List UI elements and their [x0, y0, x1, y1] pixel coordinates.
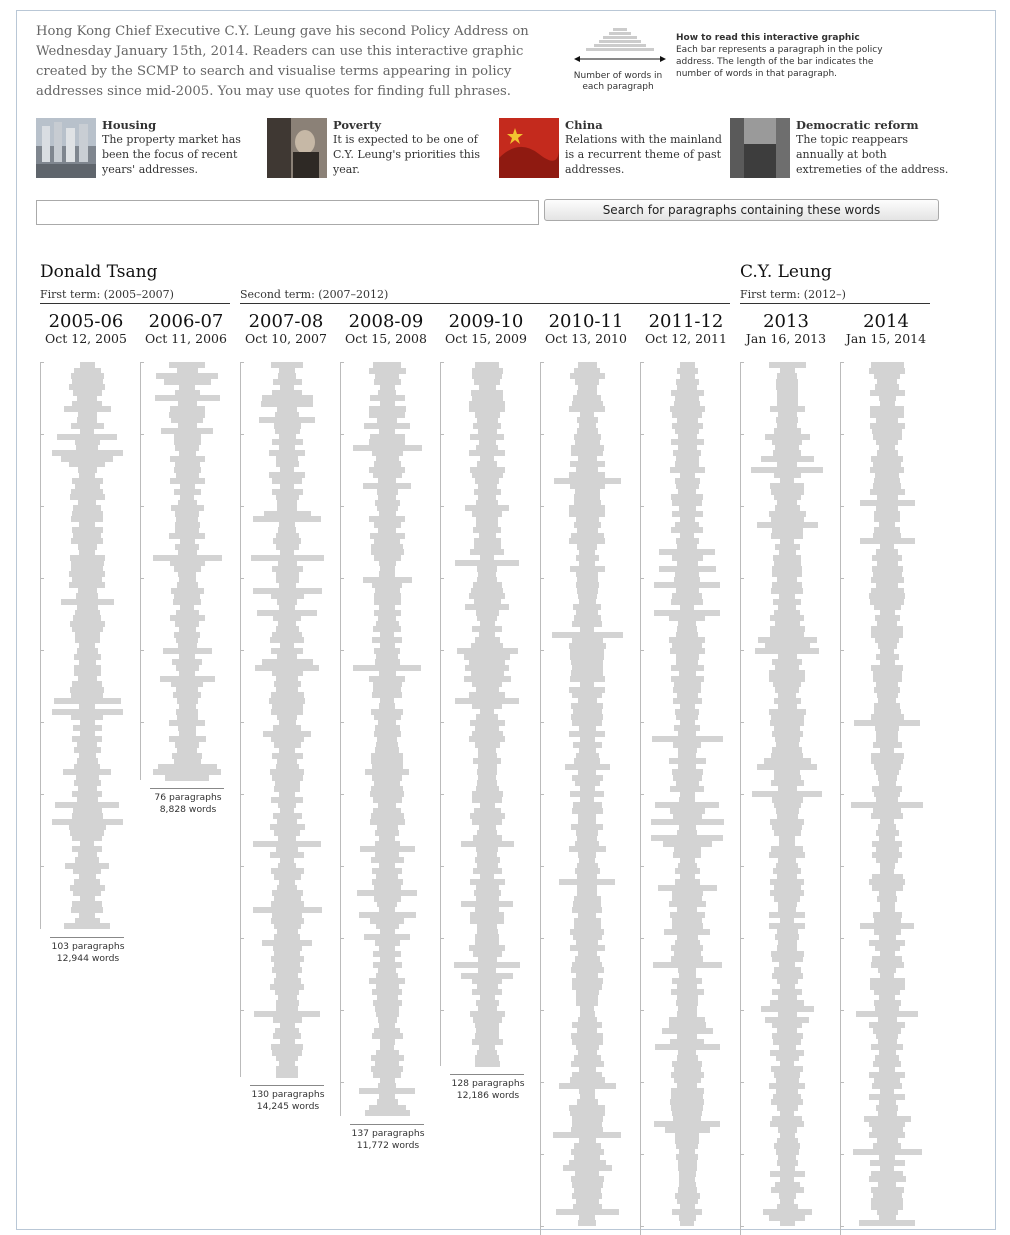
address-summary [40, 941, 136, 965]
address-year: 2014 [863, 311, 909, 332]
column-tick [840, 938, 844, 939]
democratic-reform-thumbnail [730, 118, 790, 178]
address-header [136, 312, 236, 346]
summary-rule [350, 1124, 424, 1125]
column-tick [340, 866, 344, 867]
column-tick [540, 1082, 544, 1083]
address-header [336, 312, 436, 346]
word-count: 14,245 words [256, 1101, 320, 1112]
column-bracket [440, 362, 441, 1066]
column-tick [140, 506, 144, 507]
paragraph-bar[interactable] [276, 1072, 298, 1078]
column-bracket [140, 362, 141, 780]
column-tick [40, 506, 44, 507]
address-date: Oct 12, 2005 [45, 331, 127, 346]
column-tick [740, 578, 744, 579]
column-tick [840, 362, 844, 363]
column-tick [40, 578, 44, 579]
address-summary [240, 1089, 336, 1113]
address-header [836, 312, 936, 346]
column-tick [640, 794, 644, 795]
topic-name: Housing [102, 118, 157, 132]
address-header [536, 312, 636, 346]
column-tick [140, 434, 144, 435]
column-tick [240, 938, 244, 939]
leader-name-tsang: Donald Tsang [40, 262, 158, 282]
paragraph-count: 137 paragraphs [351, 1127, 425, 1139]
column-tick [240, 866, 244, 867]
column-tick [40, 794, 44, 795]
column-tick [640, 722, 644, 723]
address-summary [340, 1128, 436, 1152]
column-bracket [840, 362, 841, 1235]
column-tick [340, 434, 344, 435]
column-tick [340, 506, 344, 507]
topic-name: Poverty [333, 118, 382, 132]
column-tick [440, 794, 444, 795]
column-tick [440, 1010, 444, 1011]
column-tick [340, 362, 344, 363]
term-rule [40, 303, 230, 304]
column-tick [140, 650, 144, 651]
address-date: Oct 13, 2010 [545, 331, 627, 346]
column-tick [340, 1010, 344, 1011]
column-tick [440, 722, 444, 723]
paragraph-count: 103 paragraphs [51, 940, 125, 952]
column-tick [540, 434, 544, 435]
address-header [436, 312, 536, 346]
address-date: Oct 10, 2007 [245, 331, 327, 346]
term-rule [740, 303, 930, 304]
column-tick [640, 1154, 644, 1155]
column-tick [640, 506, 644, 507]
address-date: Jan 16, 2013 [745, 331, 827, 346]
topic-name: China [565, 118, 603, 132]
topic-democratic-reform[interactable] [730, 118, 960, 180]
column-tick [540, 650, 544, 651]
summary-rule [50, 937, 124, 938]
address-summary [140, 792, 236, 816]
column-tick [540, 362, 544, 363]
column-tick [840, 506, 844, 507]
graphic-frame [16, 10, 996, 1230]
column-tick [840, 722, 844, 723]
column-tick [40, 434, 44, 435]
paragraph-bar[interactable] [64, 923, 110, 929]
column-bracket [340, 362, 341, 1116]
word-count: 12,186 words [456, 1090, 520, 1101]
paragraph-bar[interactable] [578, 1220, 596, 1226]
paragraph-bar[interactable] [859, 1220, 915, 1226]
how-to-read-text [676, 32, 906, 80]
column-tick [740, 938, 744, 939]
paragraph-bar[interactable] [680, 1220, 694, 1226]
topic-description: The property market has been the focus of recent years' addresses. [102, 133, 241, 176]
column-tick [240, 434, 244, 435]
how-to-read-caption: Number of words in each paragraph [573, 71, 663, 92]
column-tick [740, 506, 744, 507]
housing-thumbnail [36, 118, 96, 178]
column-tick [340, 650, 344, 651]
column-tick [540, 1154, 544, 1155]
topic-name: Democratic reform [796, 118, 919, 132]
column-tick [740, 866, 744, 867]
column-tick [540, 722, 544, 723]
column-tick [640, 1082, 644, 1083]
column-tick [640, 866, 644, 867]
column-tick [440, 506, 444, 507]
address-date: Oct 12, 2011 [645, 331, 727, 346]
word-count: 11,772 words [356, 1139, 420, 1151]
address-date: Oct 15, 2009 [445, 331, 527, 346]
paragraph-bar[interactable] [365, 1110, 410, 1116]
column-tick [340, 722, 344, 723]
column-tick [640, 578, 644, 579]
column-tick [540, 938, 544, 939]
term-label: Second term: (2007–2012) [240, 288, 389, 301]
word-count: 8,828 words [159, 804, 217, 815]
column-tick [240, 362, 244, 363]
column-tick [640, 650, 644, 651]
address-date: Jan 15, 2014 [845, 331, 927, 346]
column-tick [240, 794, 244, 795]
column-tick [340, 1082, 344, 1083]
column-tick [540, 578, 544, 579]
column-tick [540, 794, 544, 795]
column-tick [640, 434, 644, 435]
address-year: 2005-06 [48, 311, 124, 332]
column-bracket [540, 362, 541, 1235]
column-tick [40, 362, 44, 363]
address-year: 2013 [763, 311, 809, 332]
topic-poverty[interactable] [267, 118, 487, 180]
column-bracket [40, 362, 41, 929]
search-button[interactable]: Search for paragraphs containing these words [544, 199, 939, 221]
poverty-thumbnail [267, 118, 327, 178]
address-year: 2010-11 [548, 311, 624, 332]
address-year: 2008-09 [348, 311, 424, 332]
column-tick [540, 506, 544, 507]
paragraph-count: 128 paragraphs [451, 1078, 525, 1089]
topic-china[interactable] [499, 118, 724, 180]
column-tick [740, 362, 744, 363]
column-tick [740, 1010, 744, 1011]
column-tick [840, 1082, 844, 1083]
address-year: 2011-12 [648, 311, 724, 332]
column-tick [440, 362, 444, 363]
intro-text: Hong Kong Chief Executive C.Y. Leung gave his second Policy Address on Wednesday January 15th, 2014. Readers can use this interactive graphic created by the SCMP to search and visualise terms appearing in policy addresses since mid-2005. You may use quotes for finding full phrases. [36, 24, 529, 99]
column-tick [440, 578, 444, 579]
leader-name-leung: C.Y. Leung [740, 262, 832, 282]
column-tick [40, 866, 44, 867]
address-header [636, 312, 736, 346]
column-tick [740, 650, 744, 651]
column-tick [240, 650, 244, 651]
column-tick [840, 434, 844, 435]
column-tick [640, 1010, 644, 1011]
how-to-read-title: How to read this interactive graphic [676, 33, 860, 43]
column-tick [740, 1082, 744, 1083]
address-year: 2009-10 [448, 311, 524, 332]
topic-description: The topic reappears annually at both extremeties of the address. [796, 133, 949, 176]
column-tick [840, 866, 844, 867]
column-bracket [740, 362, 741, 1235]
how-to-read-body: Each bar represents a paragraph in the policy address. The length of the bar indicates the number of words in that paragraph. [676, 45, 883, 79]
address-year: 2006-07 [148, 311, 224, 332]
column-tick [640, 362, 644, 363]
column-tick [840, 578, 844, 579]
paragraph-bar[interactable] [475, 1061, 500, 1067]
column-tick [40, 650, 44, 651]
column-tick [240, 722, 244, 723]
column-tick [240, 578, 244, 579]
paragraph-count: 76 paragraphs [154, 792, 222, 803]
column-tick [140, 578, 144, 579]
column-tick [840, 650, 844, 651]
paragraph-count: 130 paragraphs [251, 1089, 325, 1100]
china-thumbnail [499, 118, 559, 178]
paragraph-bar[interactable] [165, 775, 209, 781]
column-tick [540, 1226, 544, 1227]
column-tick [240, 506, 244, 507]
address-header [36, 312, 136, 346]
paragraph-bar[interactable] [780, 1220, 795, 1226]
column-tick [240, 1010, 244, 1011]
column-tick [340, 794, 344, 795]
column-tick [140, 362, 144, 363]
summary-rule [250, 1085, 324, 1086]
summary-rule [450, 1074, 524, 1075]
address-summary [440, 1078, 536, 1102]
topic-description: It is expected to be one of C.Y. Leung's priorities this year. [333, 133, 481, 176]
column-tick [640, 1226, 644, 1227]
column-tick [440, 938, 444, 939]
address-header [736, 312, 836, 346]
word-count: 12,944 words [56, 952, 120, 964]
column-tick [540, 866, 544, 867]
address-header [236, 312, 336, 346]
column-tick [340, 578, 344, 579]
column-bracket [240, 362, 241, 1077]
term-label: First term: (2012–) [740, 288, 846, 301]
column-tick [740, 1154, 744, 1155]
column-tick [840, 1226, 844, 1227]
address-date: Oct 15, 2008 [345, 331, 427, 346]
column-tick [440, 434, 444, 435]
column-tick [740, 434, 744, 435]
column-tick [140, 722, 144, 723]
column-tick [640, 938, 644, 939]
address-year: 2007-08 [248, 311, 324, 332]
topic-housing[interactable] [36, 118, 246, 180]
address-date: Oct 11, 2006 [145, 331, 227, 346]
column-tick [340, 938, 344, 939]
column-tick [740, 794, 744, 795]
column-tick [40, 722, 44, 723]
column-tick [440, 866, 444, 867]
column-tick [840, 1010, 844, 1011]
column-tick [740, 1226, 744, 1227]
search-input[interactable] [36, 200, 539, 225]
column-bracket [640, 362, 641, 1235]
column-tick [840, 1154, 844, 1155]
summary-rule [150, 788, 224, 789]
column-tick [840, 794, 844, 795]
column-tick [440, 650, 444, 651]
term-rule [240, 303, 730, 304]
column-tick [740, 722, 744, 723]
term-label: First term: (2005–2007) [40, 288, 174, 301]
topic-description: Relations with the mainland is a recurrent theme of past addresses. [565, 133, 722, 176]
column-tick [540, 1010, 544, 1011]
